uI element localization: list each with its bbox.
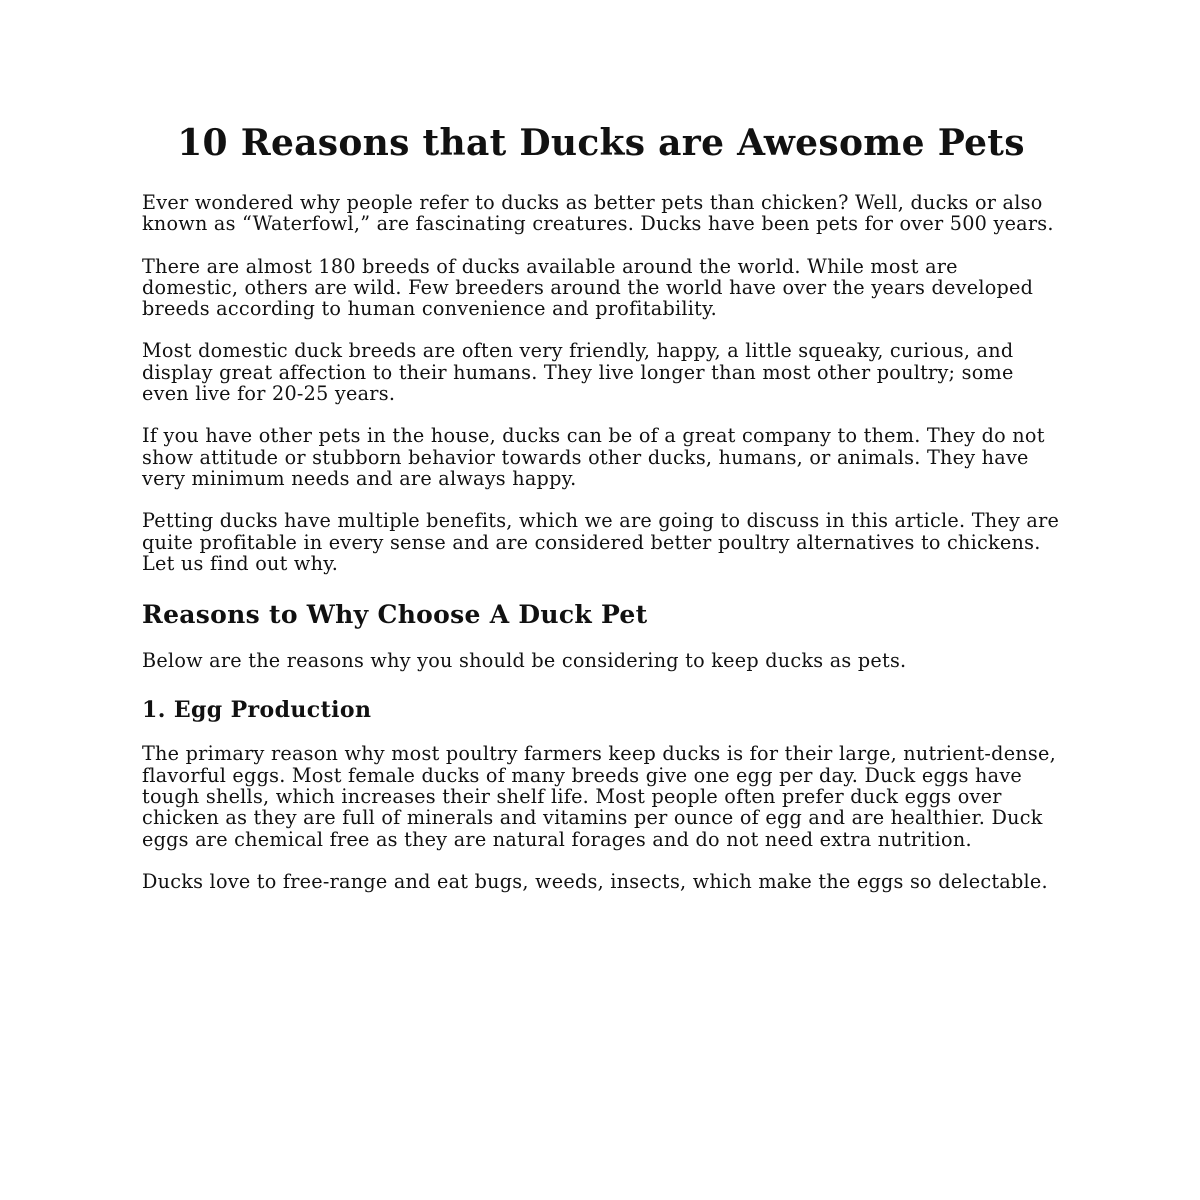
egg-production-paragraph-1: The primary reason why most poultry farmers keep ducks is for their large, nutrient-dense, flavorful eggs. Most female ducks of many breeds give one egg per day. Duck eggs have tough shells, which increases their shelf life. Most people often prefer duck eggs over chicken as they are full of minerals and vitamins per ounce of egg and are healthier. Duck eggs are chemical free as they are natural forages and do not need extra nutrition. (142, 742, 1056, 851)
document-page (142, 124, 1060, 913)
intro-paragraph-2: There are almost 180 breeds of ducks available around the world. While most are domestic, others are wild. Few breeders around the world have over the years developed breeds according to human convenience and profitability. (142, 254, 1034, 321)
intro-paragraph-4: If you have other pets in the house, ducks can be of a great company to them. They do not show attitude or stubborn behavior towards other ducks, humans, or animals. They have very minimum needs and are always happy. (142, 424, 1045, 490)
section-heading: Reasons to Why Choose A Duck Pet (142, 600, 648, 630)
page-title: 10 Reasons that Ducks are Awesome Pets (177, 122, 1025, 164)
intro-paragraph-5: Petting ducks have multiple benefits, which we are going to discuss in this article. They are quite profitable in every sense and are considered better poultry alternatives to chickens. Let us find out why. (142, 509, 1060, 575)
section-intro-paragraph: Below are the reasons why you should be considering to keep ducks as pets. (142, 649, 907, 673)
intro-paragraph-1: Ever wondered why people refer to ducks as better pets than chicken? Well, ducks or also known as “Waterfowl,” are fascinating creatures. Ducks have been pets for over 500 years. (142, 191, 1054, 236)
subsection-heading-egg-production: 1. Egg Production (142, 697, 372, 724)
egg-production-paragraph-2: Ducks love to free-range and eat bugs, weeds, insects, which make the eggs so delectable. (142, 869, 1048, 893)
intro-paragraph-3: Most domestic duck breeds are often very friendly, happy, a little squeaky, curious, and display great affection to their humans. They live longer than most other poultry; some even live for 20-25 years. (142, 339, 1014, 406)
